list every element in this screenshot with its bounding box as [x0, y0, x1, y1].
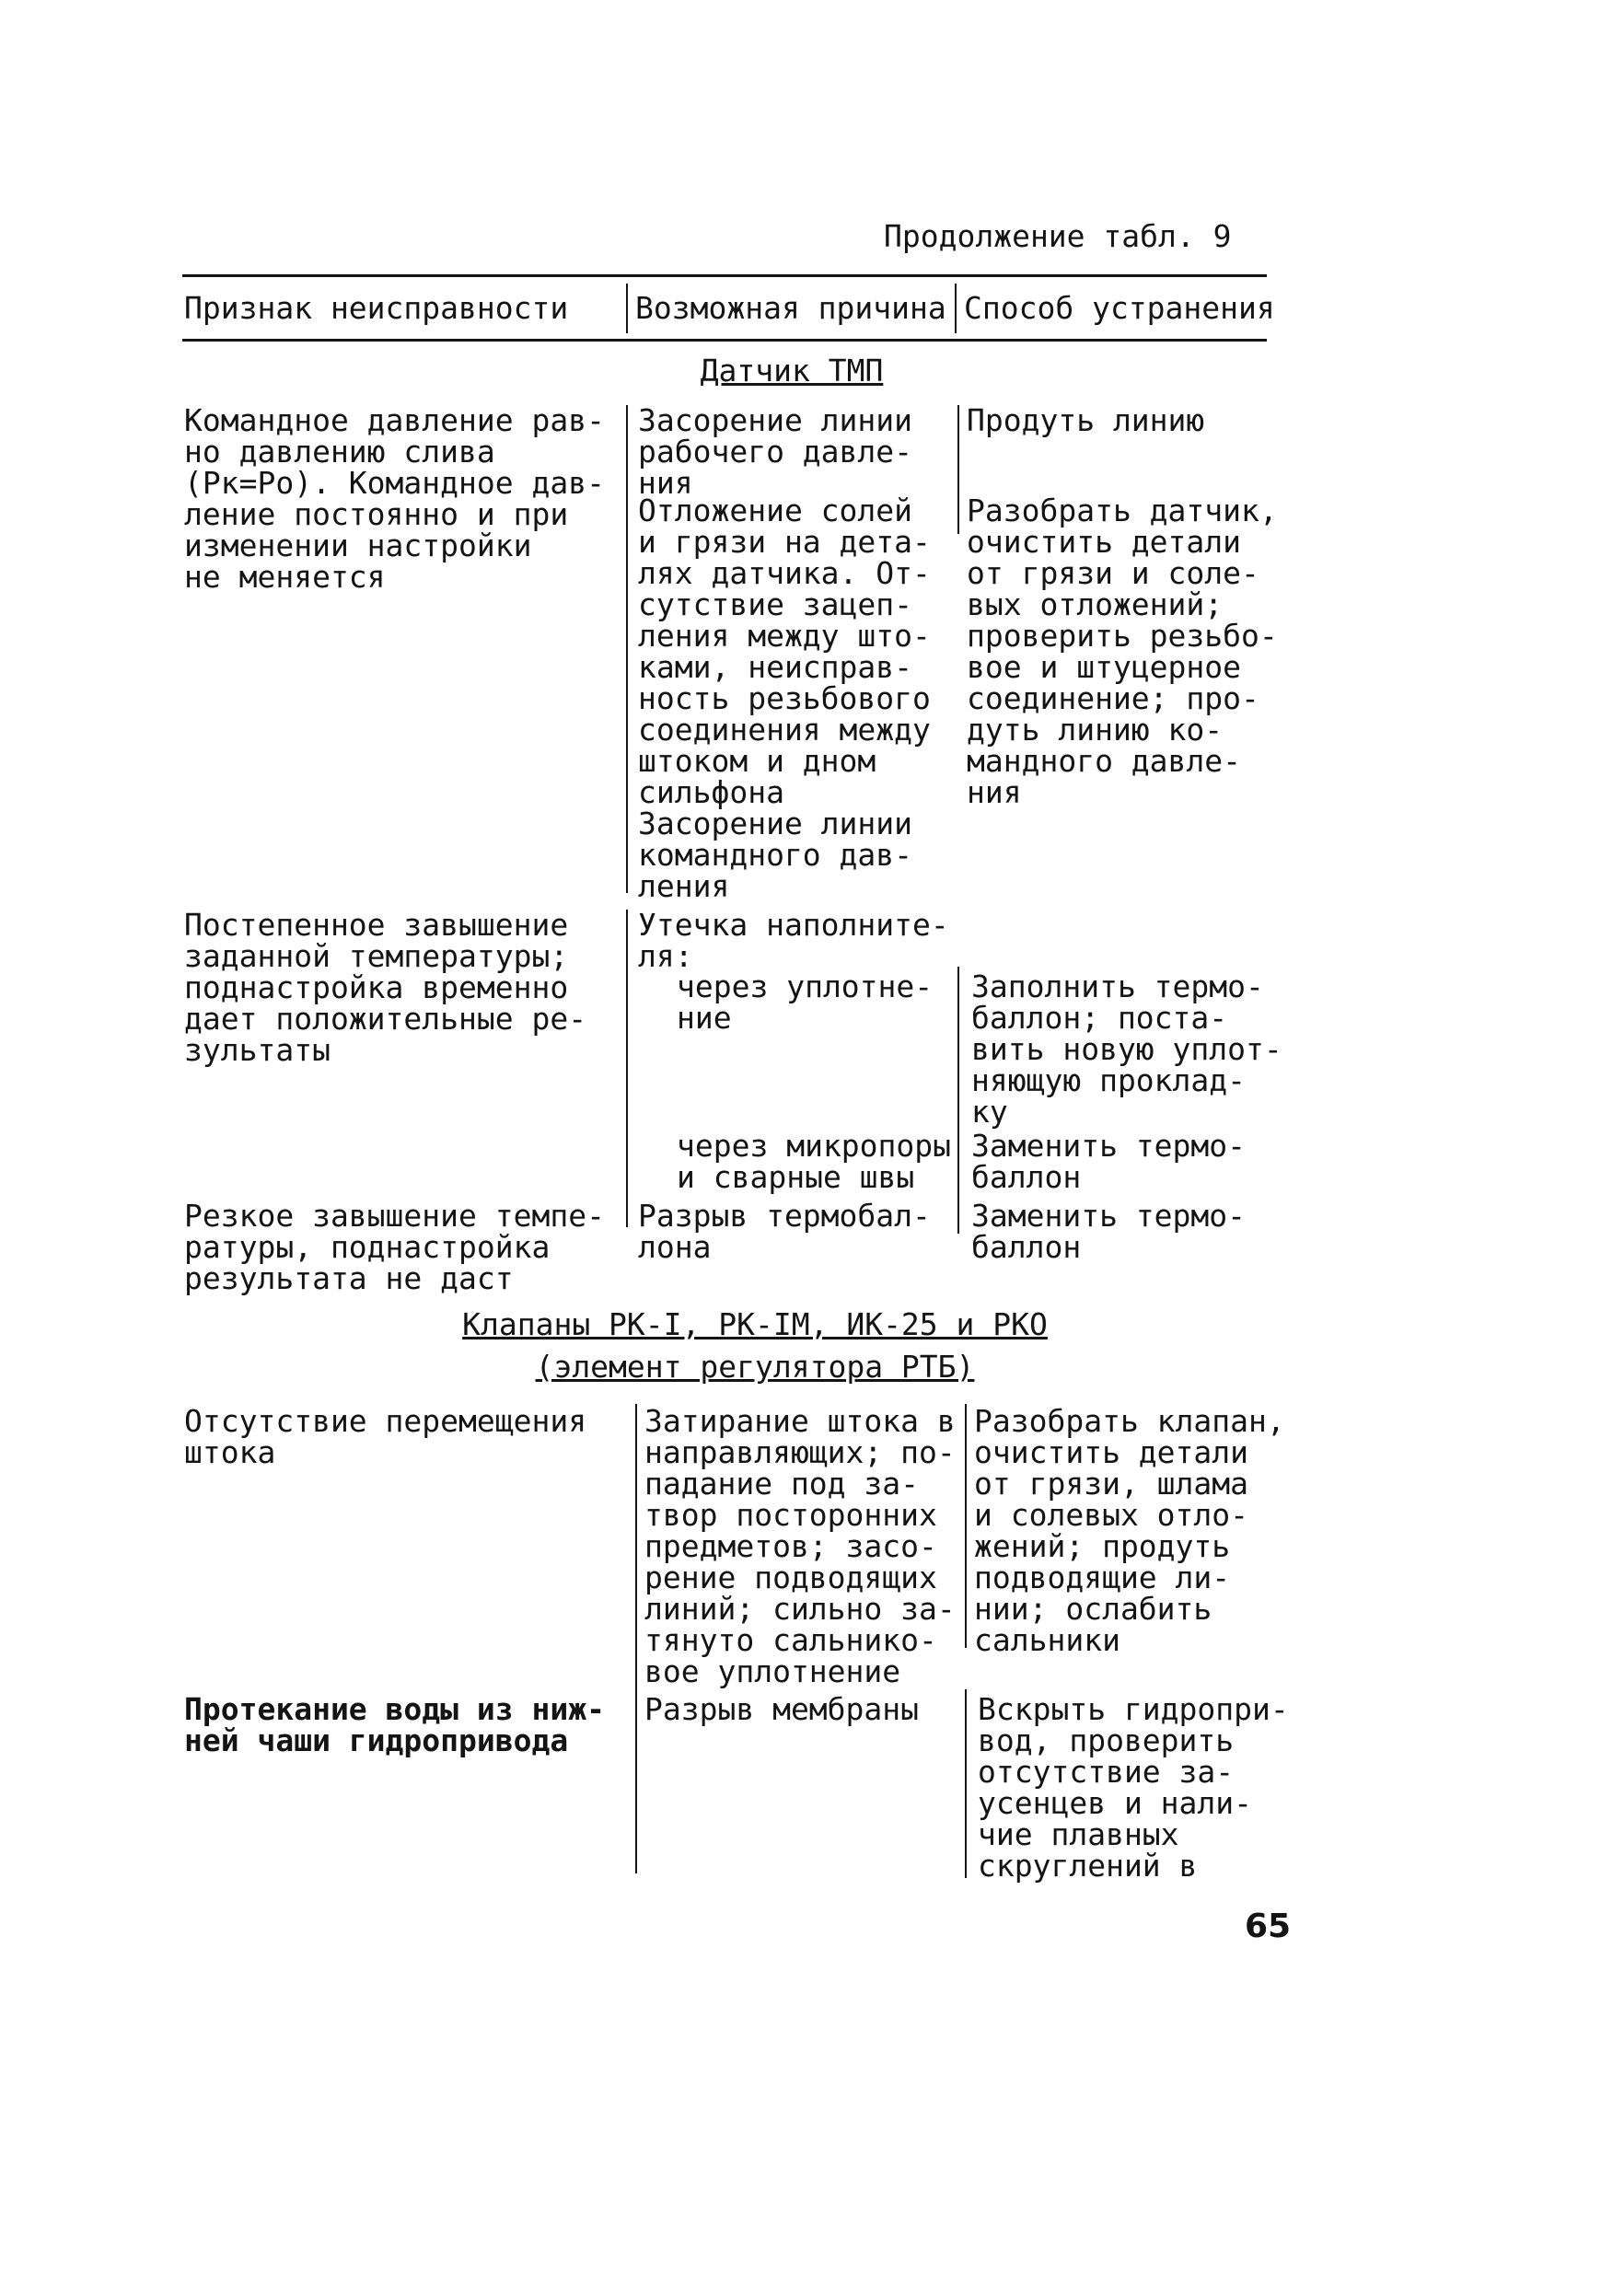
- divider: [626, 910, 628, 1227]
- divider: [955, 284, 957, 333]
- page-number: 65: [1245, 1908, 1292, 1945]
- divider: [965, 1689, 967, 1878]
- divider: [957, 405, 959, 534]
- divider: [965, 1404, 967, 1648]
- header-col-symptom: Признак неисправности: [184, 290, 569, 326]
- divider: [957, 967, 959, 1234]
- row4-symptom: Отсутствие перемещения штока: [184, 1403, 587, 1470]
- row2-cause-head: Утечка наполните- ля:: [638, 907, 949, 974]
- section-title-valves: Клапаны РК-I, РК-IМ, ИК-25 и РКО: [462, 1306, 1048, 1342]
- row2-cause-b: через микропоры и сварные швы: [677, 1128, 952, 1195]
- row1-remedy-a: Продуть линию: [967, 402, 1205, 438]
- section-subtitle-valves: (элемент регулятора РТБ): [535, 1349, 975, 1385]
- row2-remedy-a: Заполнить термо- баллон; поста- вить новую уплот- няющую проклад- ку: [971, 968, 1282, 1130]
- row3-remedy: Заменить термо- баллон: [971, 1198, 1247, 1265]
- row5-cause: Разрыв мембраны: [644, 1691, 920, 1727]
- header-col-remedy: Способ устранения: [964, 290, 1275, 326]
- row1-cause-c: Засорение линии командного дав- ления: [638, 806, 913, 904]
- row3-symptom: Резкое завышение темпе- ратуры, поднастройка результата не даст: [184, 1198, 605, 1296]
- row1-cause-b: Отложение солей и грязи на дета- лях датчика. От- сутствие зацеп- ления между што- ками, неисправ- ность резьбового соединения между штоком и дном сильфона: [638, 493, 931, 810]
- row4-cause: Затирание штока в направляющих; по- падание под за- твор посторонних предметов; засо- рение подводящих линий; сильно за- тянуто сальнико- вое уплотнение: [644, 1403, 956, 1689]
- divider: [626, 284, 628, 333]
- divider: [635, 1404, 637, 1873]
- row2-cause-a: через уплотне- ние: [677, 968, 934, 1036]
- header-bottom-rule: [182, 339, 1267, 342]
- row3-cause: Разрыв термобал- лона: [638, 1198, 931, 1265]
- row1-remedy-b: Разобрать датчик, очистить детали от грязи и соле- вых отложений; проверить резьбо- вое и штуцерное соединение; про- дуть линию ко- мандного давле- ния: [967, 493, 1278, 810]
- row2-remedy-b: Заменить термо- баллон: [971, 1128, 1247, 1195]
- row1-symptom: Командное давление рав- но давлению слива (Pк=Pо). Командное дав- ление постоянно и при изменении настройки не меняется: [184, 402, 605, 595]
- row5-symptom: Протекание воды из ниж- ней чаши гидропривода: [184, 1691, 605, 1758]
- divider: [626, 405, 628, 893]
- row4-remedy: Разобрать клапан, очистить детали от грязи, шлама и солевых отло- жений; продуть подводящие ли- нии; ослабить сальники: [974, 1403, 1285, 1658]
- row2-symptom: Постепенное завышение заданной температуры; поднастройка временно дает положительные ре- зультаты: [184, 907, 587, 1068]
- section-title-tmp-sensor: Датчик ТМП: [700, 353, 884, 388]
- row1-cause-a: Засорение линии рабочего давле- ния: [638, 402, 913, 501]
- row5-remedy: Вскрыть гидропри- вод, проверить отсутствие за- усенцев и нали- чие плавных скруглений в: [978, 1691, 1289, 1884]
- header-col-cause: Возможная причина: [635, 290, 946, 326]
- header-top-rule: [182, 274, 1267, 277]
- table-caption: Продолжение табл. 9: [884, 218, 1232, 254]
